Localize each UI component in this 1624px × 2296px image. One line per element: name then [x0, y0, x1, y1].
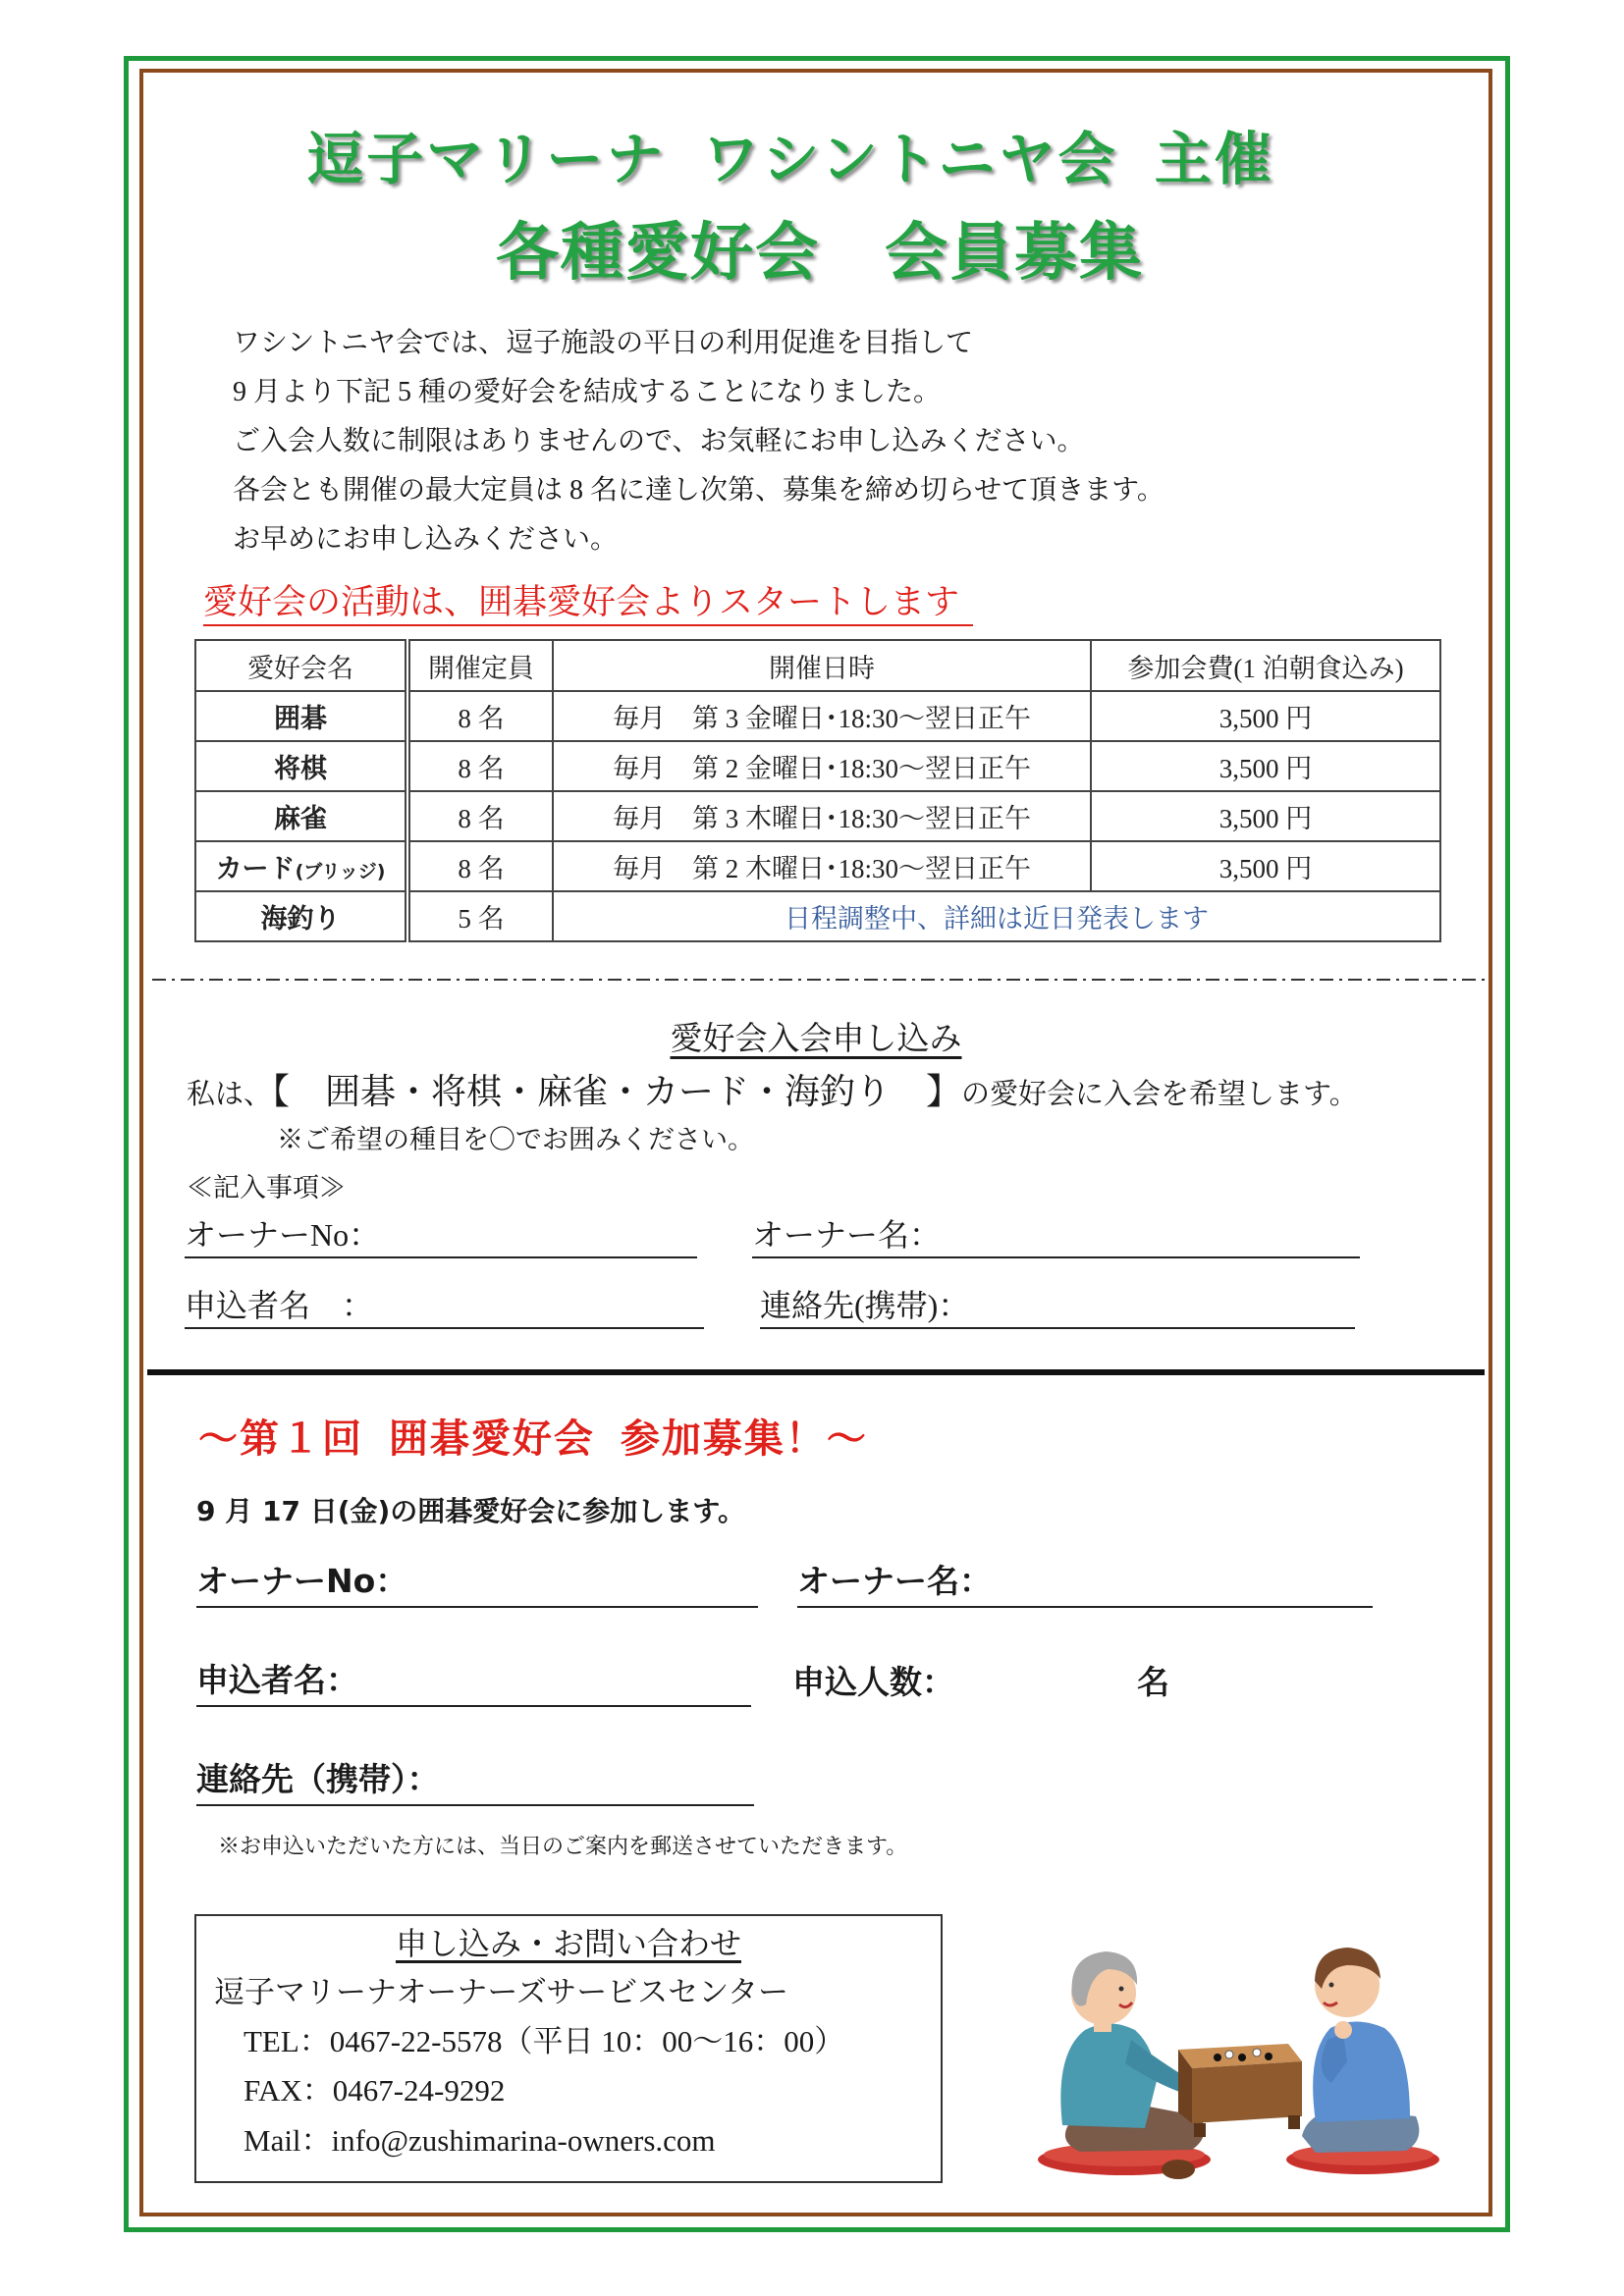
club-capacity: 8 名 — [407, 741, 553, 791]
event-owner-name-field — [797, 1557, 1373, 1608]
black-stone — [1265, 2053, 1272, 2060]
table-row — [195, 891, 1440, 941]
go-board-front — [1192, 2061, 1302, 2123]
club-schedule: 毎月 第 3 木曜日･18:30～翌日正午 — [553, 791, 1091, 841]
event-owner-no-field — [196, 1557, 758, 1608]
cut-line — [152, 976, 1489, 984]
club-name: 海釣り — [195, 891, 407, 941]
club-schedule: 毎月 第 3 金曜日･18:30～翌日正午 — [553, 691, 1091, 741]
field-label: 申込者名 ： — [185, 1288, 374, 1323]
club-capacity: 5 名 — [407, 891, 553, 941]
field-label: オーナー名： — [797, 1562, 992, 1600]
club-capacity: 8 名 — [407, 841, 553, 891]
field-label: オーナーNo： — [185, 1217, 381, 1253]
contact-office: 逗子マリーナオーナーズサービスセンター — [214, 1975, 788, 2009]
club-fee: 3,500 円 — [1091, 741, 1440, 791]
statement-prefix: 私は、 — [187, 1079, 273, 1110]
applicant-name-field — [185, 1284, 704, 1329]
go-players-illustration — [1031, 1924, 1443, 2184]
intro-line: 各会とも開催の最大定員は 8 名に達し次第、募集を締め切らせて頂きます。 — [233, 475, 1164, 506]
table-row — [195, 791, 1440, 841]
field-label: オーナー名： — [752, 1217, 942, 1253]
right-player-hand — [1334, 2021, 1352, 2039]
contact-tel: TEL：0467-22-5578（平日 10：00～16：00） — [244, 2024, 845, 2058]
table-row — [195, 741, 1440, 791]
white-stone — [1253, 2049, 1261, 2056]
white-stone — [1225, 2051, 1233, 2058]
club-schedule: 毎月 第 2 木曜日･18:30～翌日正午 — [553, 841, 1091, 891]
club-name-sub: (ブリッジ) — [295, 861, 386, 882]
header-club-name: 愛好会名 — [195, 640, 407, 691]
contact-fax: FAX：0467-24-9292 — [244, 2073, 506, 2108]
club-capacity: 8 名 — [407, 691, 553, 741]
go-board-leg — [1194, 2123, 1206, 2137]
statement-choices: 【 囲碁・将棋・麻雀・カード・海釣り 】 — [272, 1072, 962, 1111]
club-name: 将棋 — [195, 741, 407, 791]
intro-line: 9 月より下記 5 種の愛好会を結成することになりました。 — [233, 377, 942, 407]
table-row — [195, 691, 1440, 741]
field-label: オーナーNo： — [196, 1562, 408, 1600]
club-schedule-tbd: 日程調整中、詳細は近日発表します — [553, 891, 1440, 941]
headline-recruitment: 各種愛好会 会員募集 — [496, 217, 1144, 290]
club-name: カード — [215, 854, 296, 884]
event-count-unit: 名 — [1137, 1663, 1169, 1701]
club-capacity: 8 名 — [407, 791, 553, 841]
left-player-sweater — [1060, 2024, 1157, 2129]
field-label: 連絡先（携帯）： — [196, 1760, 440, 1798]
start-notice: 愛好会の活動は、囲碁愛好会よりスタートします — [203, 581, 973, 626]
event-note: ※お申込いただいた方には、当日のご案内を郵送させていただきます。 — [218, 1834, 908, 1858]
headline-organizer: 逗子マリーナ ワシントニヤ会 主催 — [306, 126, 1274, 192]
club-name: 麻雀 — [195, 791, 407, 841]
contact-title: 申し込み・お問い合わせ — [395, 1926, 741, 1961]
black-stone — [1238, 2054, 1246, 2061]
club-fee: 3,500 円 — [1091, 691, 1440, 741]
header-capacity: 開催定員 — [407, 640, 553, 691]
right-player-eye — [1329, 1983, 1334, 1988]
event-count-label: 申込人数： — [792, 1663, 954, 1701]
intro-line: ワシントニヤ会では、逗子施設の平日の利用促進を目指して — [233, 328, 974, 358]
owner-name-field — [752, 1213, 1360, 1258]
table-row — [195, 841, 1440, 891]
event-title: ～第１回 囲碁愛好会 参加募集！～ — [198, 1416, 868, 1462]
club-schedule: 毎月 第 2 金曜日･18:30～翌日正午 — [553, 741, 1091, 791]
event-contact-phone-field — [196, 1755, 754, 1806]
intro-line: ご入会人数に制限はありませんので、お気軽にお申し込みください。 — [233, 426, 1085, 456]
club-name-cell — [195, 841, 407, 891]
field-label: 連絡先(携帯)： — [760, 1288, 970, 1323]
intro-paragraph — [233, 319, 1164, 564]
table-header-row — [195, 640, 1440, 691]
header-schedule: 開催日時 — [553, 640, 1091, 691]
field-label: 申込者名： — [196, 1661, 358, 1699]
contact-mail: Mail：info@zushimarina-owners.com — [244, 2123, 716, 2158]
fields-heading: ≪記入事項≫ — [187, 1173, 346, 1202]
event-applicant-name-field — [196, 1656, 751, 1707]
circle-hint: ※ご希望の種目を〇でお囲みください。 — [277, 1125, 754, 1154]
club-fee: 3,500 円 — [1091, 841, 1440, 891]
club-schedule-table — [194, 639, 1441, 942]
application-statement — [187, 1068, 1358, 1123]
application-title: 愛好会入会申し込み — [670, 1022, 962, 1057]
black-stone — [1214, 2054, 1221, 2061]
go-board-leg — [1288, 2115, 1300, 2129]
section-divider — [147, 1369, 1485, 1375]
event-statement: 9 月 17 日(金)の囲碁愛好会に参加します。 — [196, 1495, 746, 1527]
header-fee: 参加会費(1 泊朝食込み) — [1091, 640, 1440, 691]
contact-phone-field — [760, 1284, 1355, 1329]
intro-line: お早めにお申し込みください。 — [233, 524, 619, 555]
club-fee: 3,500 円 — [1091, 791, 1440, 841]
statement-suffix: の愛好会に入会を希望します。 — [961, 1079, 1358, 1110]
club-name: 囲碁 — [195, 691, 407, 741]
owner-no-field — [185, 1213, 697, 1258]
stone-bowl — [1162, 2160, 1195, 2179]
left-player-eye — [1119, 1987, 1124, 1992]
